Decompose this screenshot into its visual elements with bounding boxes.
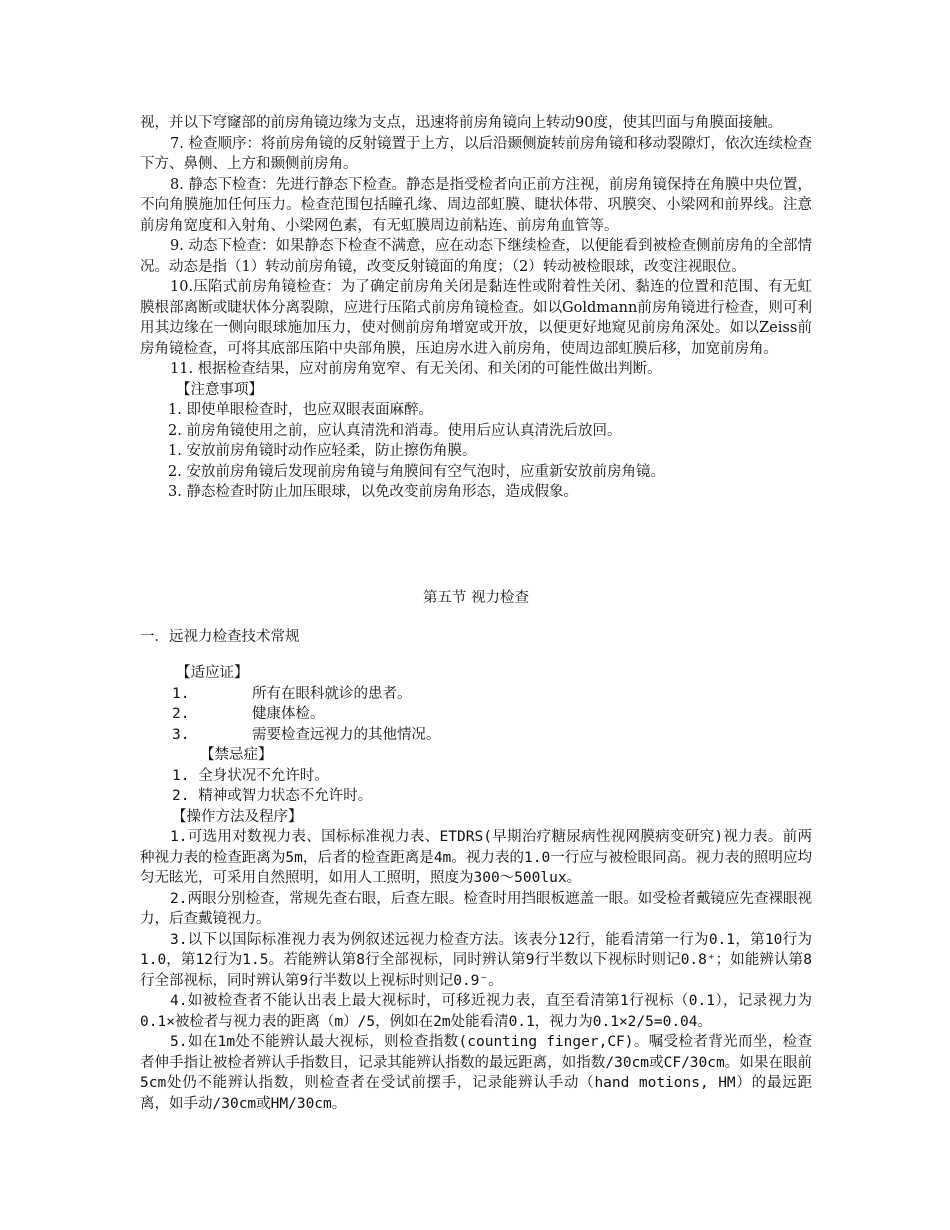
indication-text: 健康体检。 (252, 706, 325, 722)
contraindications-heading: 【禁忌症】 (200, 747, 273, 763)
step-9: 9. 动态下检查：如果静态下检查不满意，应在动态下继续检查，以便能看到被检查侧前房角的全部情况。动态是指（1）转动前房角镜，改变反射镜面的角度；（2）转动被检眼球，改变注视眼位。 (140, 238, 812, 275)
note-item: 3. 静态检查时防止加压眼球，以免改变前房角形态，造成假象。 (168, 484, 578, 500)
note-item: 1. 即使单眼检查时，也应双眼表面麻醉。 (168, 402, 433, 418)
indication-number: 1. (172, 685, 190, 702)
intro-continuation: 视，并以下穹窿部的前房角镜边缘为支点，迅速将前房角镜向上转动90度，使其凹面与角膜面接触。 (140, 115, 782, 131)
indications-heading: 【适应证】 (176, 665, 249, 681)
procedure-paragraph: 1.可选用对数视力表、国标标准视力表、ETDRS(早期治疗糖尿病性视网膜病变研究)视力表。前两种视力表的检查距离为5m，后者的检查距离是4m。视力表的1.0一行应与被检眼同高。视力表的照明应均匀无眩光，可采用自然照明，如用人工照明，照度为300～500lux。 (140, 829, 812, 886)
gonioscopy-section (140, 113, 812, 503)
procedure-paragraph: 4.如被检查者不能认出表上最大视标时，可移近视力表，直至看清第1行视标（0.1），记录视力为0.1×被检者与视力表的距离（m）/5，例如在2m处能看清0.1，视力为0.1×2/5=0.04。 (140, 993, 812, 1030)
note-item: 1. 安放前房角镜时动作应轻柔，防止擦伤角膜。 (168, 443, 477, 459)
procedure-paragraph: 5.如在1m处不能辨认最大视标，则检查指数(counting finger,CF)。嘱受检者背光而坐，检查者伸手指让被检者辨认手指数目，记录其能辨认指数的最远距离，如指数/30cm或CF/30cm。如果在眼前5cm处仍不能辨认指数，则检查者在受试前摆手，记录能辨认手动（hand motions, HM）的最远距离，如手动/30cm或HM/30cm。 (140, 1034, 812, 1112)
notes-heading: 【注意事项】 (176, 381, 263, 398)
section-title: 第五节 视力检查 (422, 590, 530, 606)
procedure-paragraph: 2.两眼分别检查，常规先查右眼，后查左眼。检查时用挡眼板遮盖一眼。如受检者戴镜应先查裸眼视力，后查戴镜视力。 (140, 890, 812, 927)
indication-item (140, 725, 812, 746)
contraindication-item: 2. 精神或智力状态不允许时。 (172, 788, 373, 804)
contraindication-item: 1. 全身状况不允许时。 (172, 767, 329, 784)
step-10: 10.压陷式前房角镜检查：为了确定前房角关闭是黏连性或附着性关闭、黏连的位置和范围、有无虹膜根部离断或睫状体分离裂隙，应进行压陷式前房角镜检查。如以Goldmann前房角镜进行检查，则可利用其边缘在一侧向眼球施加压力，使对侧前房角增宽或开放，以便更好地窥见前房角深处。如以Zeiss前房角镜检查，可将其底部压陷中央部角膜，压迫房水进入前房角，使周边部虹膜后移，加宽前房角。 (140, 279, 812, 357)
indication-item (140, 704, 812, 725)
indication-number: 2. (172, 706, 190, 722)
indication-text: 需要检查远视力的其他情况。 (252, 726, 441, 743)
indication-text: 所有在眼科就诊的患者。 (252, 685, 412, 702)
visual-acuity-section (140, 627, 812, 648)
subsection-title: 一．远视力检查技术常规 (140, 629, 300, 645)
note-item: 2. 前房角镜使用之前，应认真清洗和消毒。使用后应认真清洗后放回。 (168, 422, 622, 439)
indications-block (140, 663, 812, 1114)
step-8: 8. 静态下检查：先进行静态下检查。静态是指受检者向正前方注视，前房角镜保持在角膜中央位置，不向角膜施加任何压力。检查范围包括瞳孔缘、周边部虹膜、睫状体带、巩膜突、小梁网和前界线。注意前房角宽度和入射角、小梁网色素，有无虹膜周边前粘连、前房角血管等。 (140, 176, 812, 234)
indication-number: 3. (172, 726, 190, 743)
procedure-heading: 【操作方法及程序】 (172, 808, 303, 825)
indication-item (140, 684, 812, 705)
note-item: 2. 安放前房角镜后发现前房角镜与角膜间有空气泡时，应重新安放前房角镜。 (168, 463, 665, 480)
procedure-paragraph: 3.以下以国际标准视力表为例叙述远视力检查方法。该表分12行，能看清第一行为0.1，第10行为1.0，第12行为1.5。若能辨认第8行全部视标，同时辨认第9行半数以下视标时则记0.8⁺；如能辨认第8行全部视标，同时辨认第9行半数以上视标时则记0.9⁻。 (140, 931, 812, 989)
step-7: 7. 检查顺序：将前房角镜的反射镜置于上方，以后沿颞侧旋转前房角镜和移动裂隙灯，依次连续检查下方、鼻侧、上方和颞侧前房角。 (140, 135, 812, 172)
section-title-wrap (140, 588, 812, 609)
step-11: 11. 根据检查结果，应对前房角宽窄、有无关闭、和关闭的可能性做出判断。 (170, 361, 662, 377)
